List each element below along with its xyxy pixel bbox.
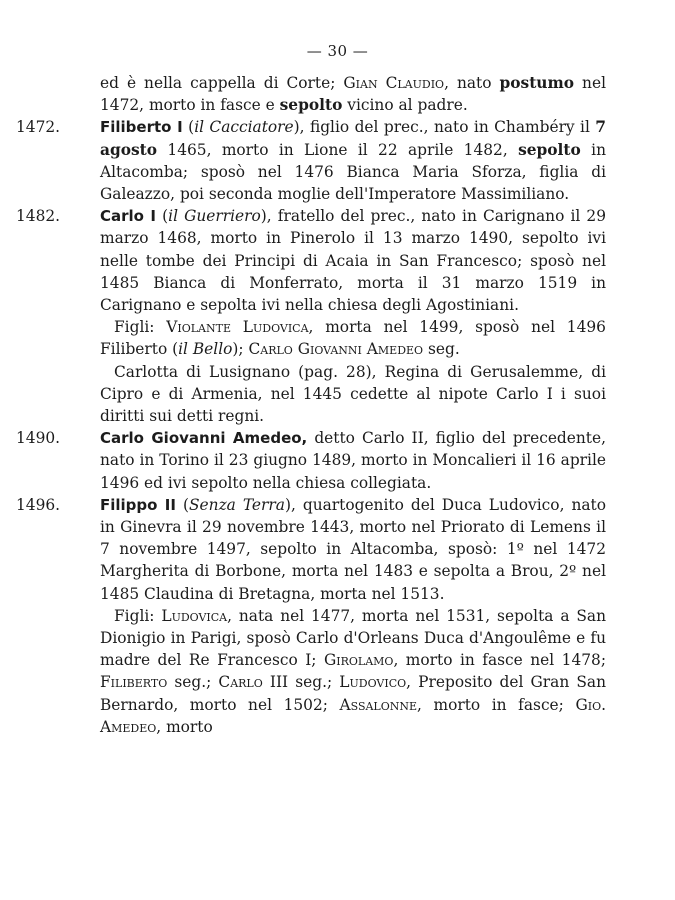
text-run: in Altacomba; sposò nel 1476 Bianca Maria Sforza, figlia di Galeazzo, poi seconda moglie dell'Imperatore Massimiliano. xyxy=(100,140,606,204)
text-run: Senza Terra xyxy=(189,495,285,514)
text-run: sepolto xyxy=(518,140,581,159)
text-run: ); xyxy=(232,340,249,359)
text-run: Figli: xyxy=(114,606,162,625)
genealogy-entry xyxy=(16,427,606,494)
entry-year: 1490. xyxy=(16,429,61,448)
text-run: 1465, morto in Lione il 22 aprile 1482, xyxy=(157,140,519,159)
text-run: ed è nella cappella di Corte; xyxy=(100,74,344,92)
text-run: , nato xyxy=(444,74,500,92)
entry-name: Carlo I xyxy=(100,207,157,226)
text-run: detto Carlo II, figlio del precedente, nato in Torino il 23 giugno 1489, morto in Moncalieri il 16 aprile 1496 ed ivi sepolto nella chiesa collegiata. xyxy=(100,429,606,492)
text-run: ( xyxy=(182,118,195,137)
text-run: , morto xyxy=(156,717,213,736)
entry-name: Filiberto I xyxy=(100,118,183,137)
text-run: il Guerriero xyxy=(168,207,261,226)
genealogy-entry xyxy=(16,116,606,205)
genealogy-entry xyxy=(16,494,607,605)
text-run: 7 agosto xyxy=(100,118,606,159)
indented-paragraph xyxy=(100,605,606,738)
paragraph xyxy=(100,72,606,116)
text-run: il Bello xyxy=(178,340,233,359)
text-run: seg. xyxy=(423,340,460,359)
text-run: postumo xyxy=(499,74,575,92)
person-name: Ludovica xyxy=(161,606,228,625)
page-number: — 30 — xyxy=(306,42,369,60)
entry-year: 1472. xyxy=(16,118,61,137)
text-run: ), quartogenito del Duca Ludovico, nato in Ginevra il 29 novembre 1443, morto nel Priorato di Lemens il 7 novembre 1497, sepolto in Altacomba, sposò: 1º nel 1472 Margherita di Borbone, morta nel 1483 e sepolta a Brou, 2º nel 1485 Claudina di Bretagna, morta nel 1513. xyxy=(100,495,607,603)
person-name: Assalonne xyxy=(339,695,418,714)
text-run: ( xyxy=(175,495,189,514)
person-name: Filiberto xyxy=(100,673,168,692)
person-name: Violante Ludovica xyxy=(166,318,309,337)
entry-year: 1482. xyxy=(16,207,61,226)
text-run: ), figlio del prec., nato in Chambéry il xyxy=(293,118,596,137)
text-run: , morto in fasce; xyxy=(417,695,576,714)
text-run: vicino al padre. xyxy=(342,96,468,115)
text-run: , morta nel 1499, sposò nel 1496 Filiberto ( xyxy=(100,318,606,359)
text-run: , nata nel 1477, morta nel 1531, sepolta a San Dionigio in Parigi, sposò Carlo d'Orleans Duca d'Angoulême e fu madre del Re Francesco I; xyxy=(100,606,606,670)
text-run: ), fratello del prec., nato in Carignano il 29 marzo 1468, morto in Pinerolo il 13 marzo 1490, sepolto ivi nelle tombe dei Principi di Acaia in San Francesco; sposò nel 1485 Bianca di Monferrato, morta il 31 marzo 1519 in Carignano e sepolta ivi nella chiesa degli Agostiniani. xyxy=(100,207,607,315)
text-run: nel 1472, morto in fasce e xyxy=(100,74,606,115)
indented-paragraph xyxy=(100,361,606,428)
indented-paragraph xyxy=(100,316,606,360)
person-name: Gio. Amedeo xyxy=(100,695,606,736)
text-run: Figli: xyxy=(114,318,167,337)
text-run: Carlotta di Lusignano (pag. 28), Regina di Gerusalemme, di Cipro e di Armenia, nel 1445 cedette al nipote Carlo I i suoi diritti sui detti regni. xyxy=(100,362,606,426)
text-run: il Cacciatore xyxy=(194,118,294,137)
page-body xyxy=(16,72,607,738)
entry-name: Carlo Giovanni Amedeo, xyxy=(100,429,308,448)
text-run: seg.; xyxy=(167,673,219,692)
person-name: Gian Claudio xyxy=(343,74,445,92)
text-run: ( xyxy=(156,207,169,226)
text-run: , Preposito del Gran San Bernardo, morto nel 1502; xyxy=(100,673,606,714)
person-name: Carlo Giovanni Amedeo xyxy=(248,340,424,359)
person-name: Girolamo xyxy=(323,651,394,670)
entry-year: 1496. xyxy=(16,495,61,514)
entry-name: Filippo II xyxy=(100,495,176,514)
text-run: , morto in fasce nel 1478; xyxy=(393,651,607,670)
person-name: Ludovico xyxy=(339,673,407,692)
text-run: sepolto xyxy=(279,96,343,115)
person-name: Carlo III xyxy=(218,673,289,692)
genealogy-entry xyxy=(16,205,607,316)
text-run: seg.; xyxy=(288,673,340,692)
